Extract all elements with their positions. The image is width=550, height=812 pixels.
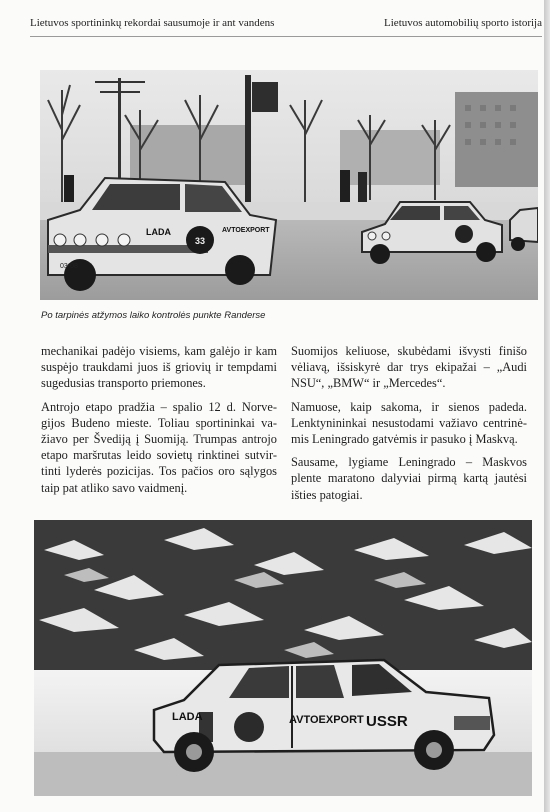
car-front-license: 03-08 bbox=[60, 263, 78, 270]
page-edge-shadow bbox=[544, 0, 550, 812]
text-line: mechanikai padėjo visiems, kam galėjo ir kam bbox=[41, 344, 277, 358]
text-line: Suomijos keliuose, skubėdami išvysti finišo bbox=[291, 344, 527, 358]
paragraph bbox=[41, 399, 277, 496]
text-line: suspėjo traukdami juos iš griovių ir tempdami bbox=[41, 360, 277, 375]
rally-checkpoint-photo bbox=[40, 70, 538, 300]
text-line: sugedusias transporto priemones. bbox=[41, 376, 206, 391]
paragraph bbox=[291, 399, 527, 448]
text-line: mis Leningrado gatvėmis ir pasuko į Maskvą. bbox=[291, 432, 518, 447]
running-header bbox=[30, 14, 542, 36]
text-line: Namuose, kaip sakoma, ir sienos padeda. bbox=[291, 399, 527, 414]
text-line: Sausame, lygiame Leningrado – Maskvos bbox=[291, 455, 527, 470]
text-line: išties patogiai. bbox=[291, 487, 363, 502]
header-divider bbox=[30, 36, 542, 37]
text-line: plente maratono dalyviai pirmą kartą jautėsi bbox=[291, 471, 527, 486]
car-front-brand-label: LADA bbox=[146, 227, 171, 237]
left-text-column bbox=[41, 343, 277, 503]
right-text-column bbox=[291, 343, 527, 510]
text-line: Antrojo etapo pradžia – spalio 12 d. Norve- bbox=[41, 399, 277, 414]
rally-car-snow-photo bbox=[34, 520, 532, 796]
text-line: gijos Budeno mieste. Toliau sportininkai va- bbox=[41, 415, 277, 430]
text-line: tinti lyderės pozicijas. Tos pačios oro sąlygos bbox=[41, 464, 277, 479]
photo-caption: Po tarpinės atžymos laiko kontrolės punkte Randerse bbox=[41, 310, 266, 321]
car-brand-label: LADA bbox=[172, 711, 203, 723]
text-line: NSU“, „BMW“ ir „Mercedes“. bbox=[291, 376, 446, 391]
header-left-title: Lietuvos sportininkų rekordai sausumoje ir ant vandens bbox=[30, 17, 275, 29]
paragraph bbox=[291, 454, 527, 503]
car-front-number: 33 bbox=[194, 236, 206, 246]
header-right-title: Lietuvos automobilių sporto istorija bbox=[384, 17, 542, 29]
car-front-door-text: AVTOEXPORT bbox=[222, 227, 270, 234]
car-sponsor-label: AVTOEXPORT bbox=[289, 714, 364, 726]
text-line: etapo maršrutas leido sovietų rinktinei sutvir- bbox=[41, 448, 277, 463]
text-line: taip pat atliko savo vaidmenį. bbox=[41, 480, 188, 495]
text-line: žiavo per Švediją į Suomiją. Trumpas antrojo bbox=[41, 432, 277, 447]
car-country-label: USSR bbox=[366, 713, 408, 730]
text-line: Lenktynininkai nesustodami važiavo centrinė- bbox=[291, 415, 527, 430]
paragraph bbox=[291, 343, 527, 392]
text-line: vėliavą, išsiskyrė dar trys ekipažai – „Audi bbox=[291, 360, 527, 375]
paragraph bbox=[41, 343, 277, 392]
